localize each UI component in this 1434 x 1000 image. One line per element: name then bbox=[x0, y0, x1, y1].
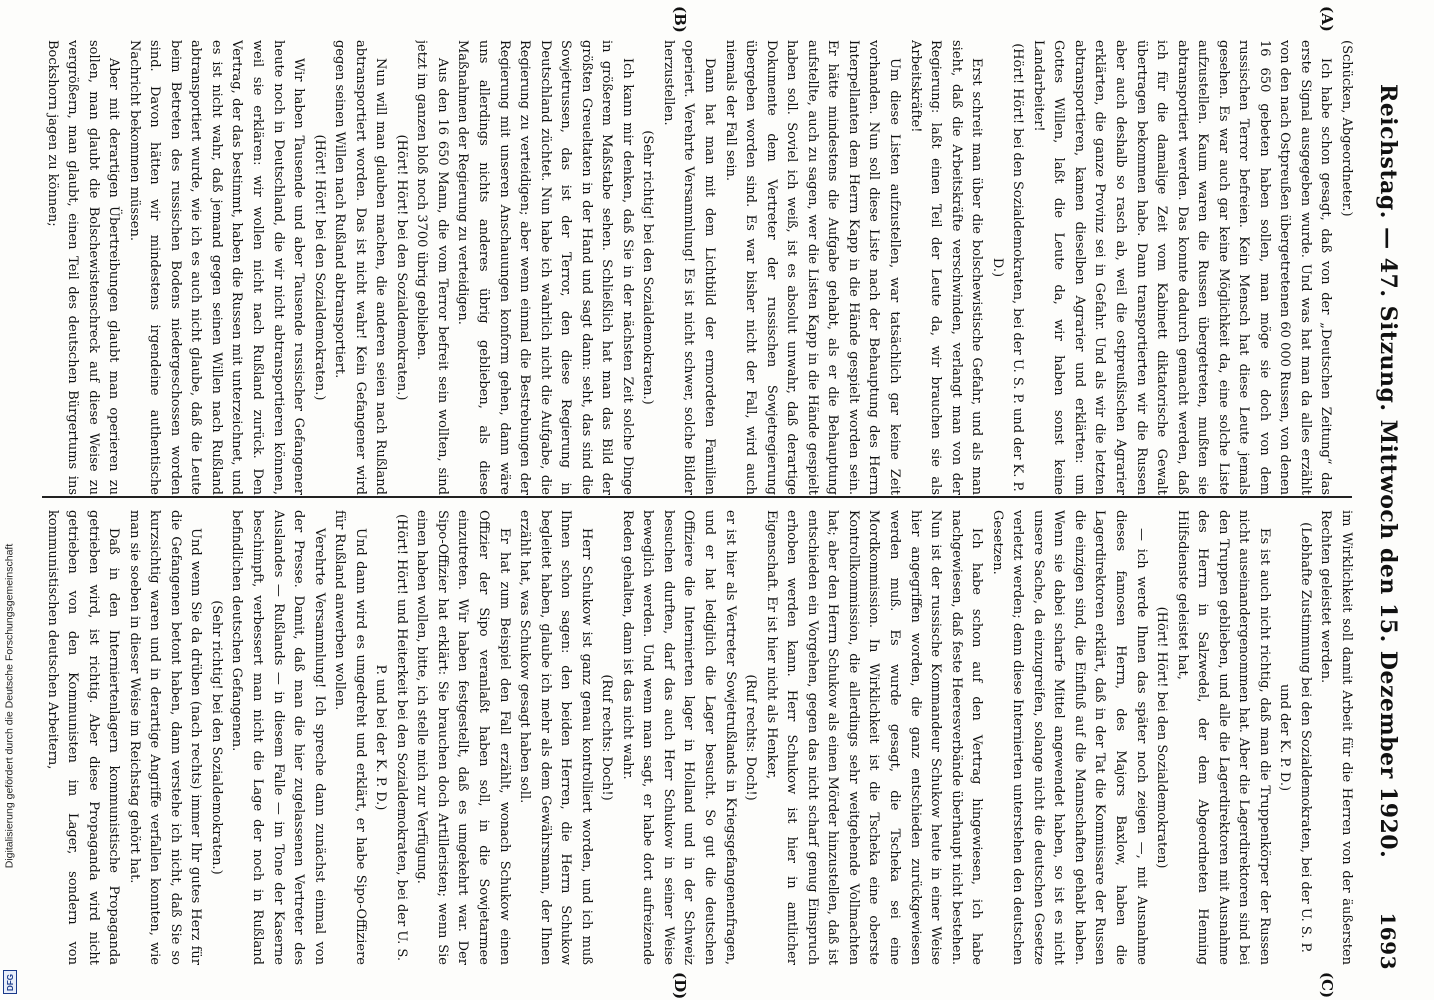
margin-marker-a: (A) bbox=[1318, 6, 1336, 32]
interjection: (Lebhafte Zustimmung bei den Sozialdemokraten, bei der U. S. P. und der K. P. D.) bbox=[1277, 522, 1313, 953]
paragraph: Nun will man glauben machen, die anderen seien nach Rußland abtransportiert worden. Das ist nicht wahr! Kein Gefangener wird gegen seinen Willen nach Rußland abtransportiert. bbox=[332, 40, 389, 495]
paragraph: Aber mit derartigen Übertreibungen glaubt man operieren zu sollen, man glaubt die Bolschewistenschreck auf diese Weise zu vergrößern, man glaubt, einen Teil des deutschen Bürgertums ins Bockshorn jagen zu können; bbox=[44, 40, 122, 495]
digitization-credit-text: Digitalisierung gefördert durch die Deutsche Forschungsgemeinschaft bbox=[3, 543, 16, 869]
margin-marker-c: (C) bbox=[1318, 972, 1336, 999]
paragraph: Und dann wird es umgedreht und erklärt, er habe Sipo-Offiziere für Rußland anwerben wollen. bbox=[332, 510, 368, 965]
paragraph: Ich habe schon auf den Vertrag hingewiesen, ich habe nachgewiesen, daß feste Heeresverbände überhaupt nicht bestehen. Nun ist der russische Kommandeur Schukow heute in einer Weise hier angegriffen worden, die ganz entschieden zurückgewiesen werden muß. Es wurde gesagt, die Tscheka sei eine Mordkommission. In Wirklichkeit ist die Tscheka eine oberste Kontrollkommission, die allerdings sehr weitgehende Vollmachten hat; aber den Herrn Schukow als einen Mörder hinzustellen, daß ist entschieden ein Vorgehen, gegen das nicht scharf genug Einspruch erhoben werden kann. Herr Schukow ist hier in amtlicher Eigenschaft. Er ist hier nicht als Henker, bbox=[763, 510, 985, 965]
paragraph: Herr Schukow ist ganz genau kontrolliert worden, und ich muß Ihnen schon sagen: den beiden Herren, die Herrn Schukow begleitet haben, glaube ich mehr als dem Gewährsmann, der Ihnen erzählt hat, was Schukow gesagt haben soll. bbox=[517, 510, 594, 965]
paragraph: Daß in den Interniertenlagern kommunistische Propaganda getrieben wird, ist richtig. Aber diese Propaganda wird nicht getrieben von den Kommunisten im Lager, sondern von kommunistischen deutschen Arbeitern, bbox=[44, 510, 122, 965]
interjection: (Sehr richtig! bei den Sozialdemokraten.) bbox=[640, 130, 656, 405]
paragraph: Es ist auch nicht richtig, daß man die Truppenkörper der Russen nicht auseinandergenommen hat. Aber die Lagerdirektoren sind bei den Truppen geblieben, und alle die Lagerdirektoren mit Ausnahme des Herrn in Salzwedel, der dem Abgeordneten Henning Hilfsdienste geleistet hat, bbox=[1174, 510, 1272, 965]
page-header-title: Reichstag. — 47. Sitzung. Mittwoch den 15. Dezember 1920. bbox=[1375, 84, 1401, 859]
interjection: (Ruf rechts: Doch!) bbox=[743, 674, 759, 801]
paragraph: Dann hat man mit dem Lichtbild der ermordeten Familien operiert. Verehrte Versammlung! Es ist nicht schwer, solche Bilder herzustellen. bbox=[660, 40, 718, 495]
column-divider bbox=[42, 496, 1352, 498]
paragraph: Und wenn Sie da drüben (nach rechts) immer Ihr gutes Herz für die Gefangenen betont haben, dann verstehe ich nicht, daß Sie so kurzsichtig waren und in derartige Angriffe verfallen konnten, wie man sie soeben in dieser Weise im Reichstag gehört hat. bbox=[126, 510, 204, 965]
paragraph: (Schücken, Abgeordneter.) bbox=[1339, 40, 1354, 217]
paragraph: — ich werde Ihnen das später noch zeigen —, mit Ausnahme dieses famosen Herrn, des Majors Baxlow, haben die Lagerdirektoren erklärt, daß in der Tat die Kommissare der Russen die einzigen sind, die Einfluß auf die Mannschaften gehabt haben. Wenn sie dabei scharfe Mittel angewendet haben, so ist es nicht unsere Sache, da einzugreifen, solange nicht die deutschen Gesetze verletzt werden; denn diese Internierten unterstehen den deutschen Gesetzen. bbox=[989, 510, 1149, 965]
page-number: 1693 bbox=[1376, 912, 1400, 970]
left-text-column bbox=[36, 40, 1356, 495]
digitization-credit bbox=[2, 416, 16, 996]
paragraph: im Wirklichkeit soll damit Arbeit für die Herren von der äußersten Rechten geleistet werden. bbox=[1318, 510, 1354, 965]
interjection: (Ruf rechts: Doch!) bbox=[599, 674, 615, 801]
interjection: (Hört! Hört! bei den Sozialdemokraten) bbox=[1154, 606, 1170, 869]
dfg-logo-text: DFG bbox=[5, 973, 15, 991]
right-text-column bbox=[36, 510, 1356, 965]
paragraph: Erst schreit man über die bolschewistische Gefahr, und als man sieht, daß die Arbeitskräfte verschwinden, verlangt man von der Regierung: laßt einen Teil der Leute da, wir brauchen sie als Arbeitskräfte! bbox=[907, 40, 985, 495]
margin-marker-b: (B) bbox=[671, 6, 689, 33]
paragraph: Verehrte Versammlung! Ich spreche dann zunächst einmal von der Presse. Damit, daß man die hier zugelassenen Vertreter des Auslandes — Rußlands — in diesem Falle — im Tone der Kaserne beschimpft, verbessert man nicht die Lage der noch in Rußland befindlichen deutschen Gefangenen. bbox=[229, 510, 327, 965]
paragraph: Wir haben Tausende und aber Tausende russischer Gefangener heute noch in Deutschland, die wir nicht abtransportieren können, weil sie erklären: wir wollen nicht nach Rußland zurück. Den Vertrag, der das bestimmt, haben die Russen mit unterzeichnet, und es ist nicht wahr, daß jemand gegen seinen Willen nach Rußland abtransportiert wurde, wie ich es auch nicht glaube, daß die Leute beim Betreten des russischen Bodens niedergeschossen worden sind. Davon hätten wir mindestens irgendeine authentische Nachricht bekommen müssen. bbox=[126, 40, 307, 495]
margin-marker-d: (D) bbox=[671, 972, 689, 1000]
interjection: (Hört! Hört! bei den Sozialdemokraten.) bbox=[393, 134, 409, 401]
paragraph: Um diese Listen aufzustellen, war tatsächlich gar keine Zeit vorhanden. Nun soll diese Liste nach der Behauptung des Herrn Interpellanten dem Herrn Kapp in die Hände gespielt worden sein. Er hätte mindestens die Aufgabe gehabt, als er die Behauptung aufstellte, auch zu sagen, wer die Listen Kapp in die Hände gespielt haben soll. Soviel ich weiß, ist es absolut unwahr, daß derartige Dokumente dem Vertreter der russischen Sowjetregierung übergeben worden sind. Es war bisher nicht der Fall, wird auch niemals der Fall sein. bbox=[722, 40, 902, 495]
paragraph: Aus den 16 650 Mann, die vom Terror befreit sein wollten, sind jetzt im ganzen bloß noch 3700 übrig geblieben. bbox=[414, 40, 450, 495]
dfg-logo bbox=[3, 970, 17, 994]
interjection: (Sehr richtig! bei den Sozialdemokraten.) bbox=[208, 600, 224, 875]
paragraph: Ich habe schon gesagt, daß von der „Deutschen Zeitung“ das erste Signal ausgegeben wurde. Und was hat man da alles erzählt von den nach Ostpreußen übergetretenen 60 000 Russen, von denen 16 650 gebeten haben sollen, man möge sie doch von dem russischen Terror befreien. Kein Mensch hat diese Leute jemals gesehen. Es war auch gar keine Möglichkeit da, eine solche Liste aufzustellen. Kaum waren die Russen übergetreten, mußten sie abtransportiert werden. Das konnte dadurch gemacht werden, daß ich für die damalige Zeit vom Kabinett diktatorische Gewalt übertragen bekommen habe. Dann transportierten wir die Russen aber auch deshalb so rasch ab, weil die ostpreußischen Agrarier erklärten, die ganze Provinz sei in Gefahr. Und als wir die letzten abtransportieren, kamen dieselben Agrarier und erklärten: um Gottes Willen, laßt die Leute da, wir haben sonst keine Landarbeiter! bbox=[1030, 40, 1334, 495]
interjection: (Hört! Hört! und Heiterkeit bei den Sozialdemokraten, bei der U. S. P. und bei der K. P. D.) bbox=[373, 514, 409, 961]
page-header bbox=[1368, 30, 1408, 970]
paragraph: Ich kann mir denken, daß Sie in der nächsten Zeit solche Dinge in größerem Maßstabe sehen. Schließlich hat man das Bild der größten Greueltaten in der Hand und sagt dann: seht, das sind die Sowjetrussen, das ist der Terror, den diese Regierung in Deutschland züchtet. Nun habe ich wahrlich nicht die Aufgabe, die Regierung zu verteidigen; aber wenn einmal die Bestrebungen der Regierung mit unseren Anschauungen konform gehen, dann wäre uns allerdings nichts anderes übrig geblieben, als diese Maßnahmen der Regierung zu verteidigen. bbox=[455, 40, 635, 495]
interjection: (Hört! Hört! bei den Sozialdemokraten, bei der U. S. P. und der K. P. D.) bbox=[989, 43, 1026, 492]
interjection: (Hört! Hört! bei den Sozialdemokraten.) bbox=[311, 134, 327, 401]
paragraph: er ist hier als Vertreter Sowjetrußlands in Kriegsgefangenenfragen, und er hat lediglich die Lager besucht. So gut die deutschen Offiziere die Internierten lager in Holland und in der Schweiz besuchen durften, darf das auch Herr Schukow in seiner Weise beweglich werden. Und wenn man sagt, er habe dort aufreizende Reden gehalten, dann ist das nicht wahr. bbox=[619, 510, 738, 965]
paragraph: Er hat zum Beispiel den Fall erzählt, wonach Schukow einen Offizier der Sipo veranlaßt haben soll, in die Sowjetarmee einzutreten. Wir haben festgestellt, daß es umgekehrt war. Der Sipo-Offizier hat erklärt: Sie brauchen doch Artilleristen; wenn Sie einen haben wollen, bitte, ich stelle mich zur Verfügung. bbox=[414, 510, 512, 965]
